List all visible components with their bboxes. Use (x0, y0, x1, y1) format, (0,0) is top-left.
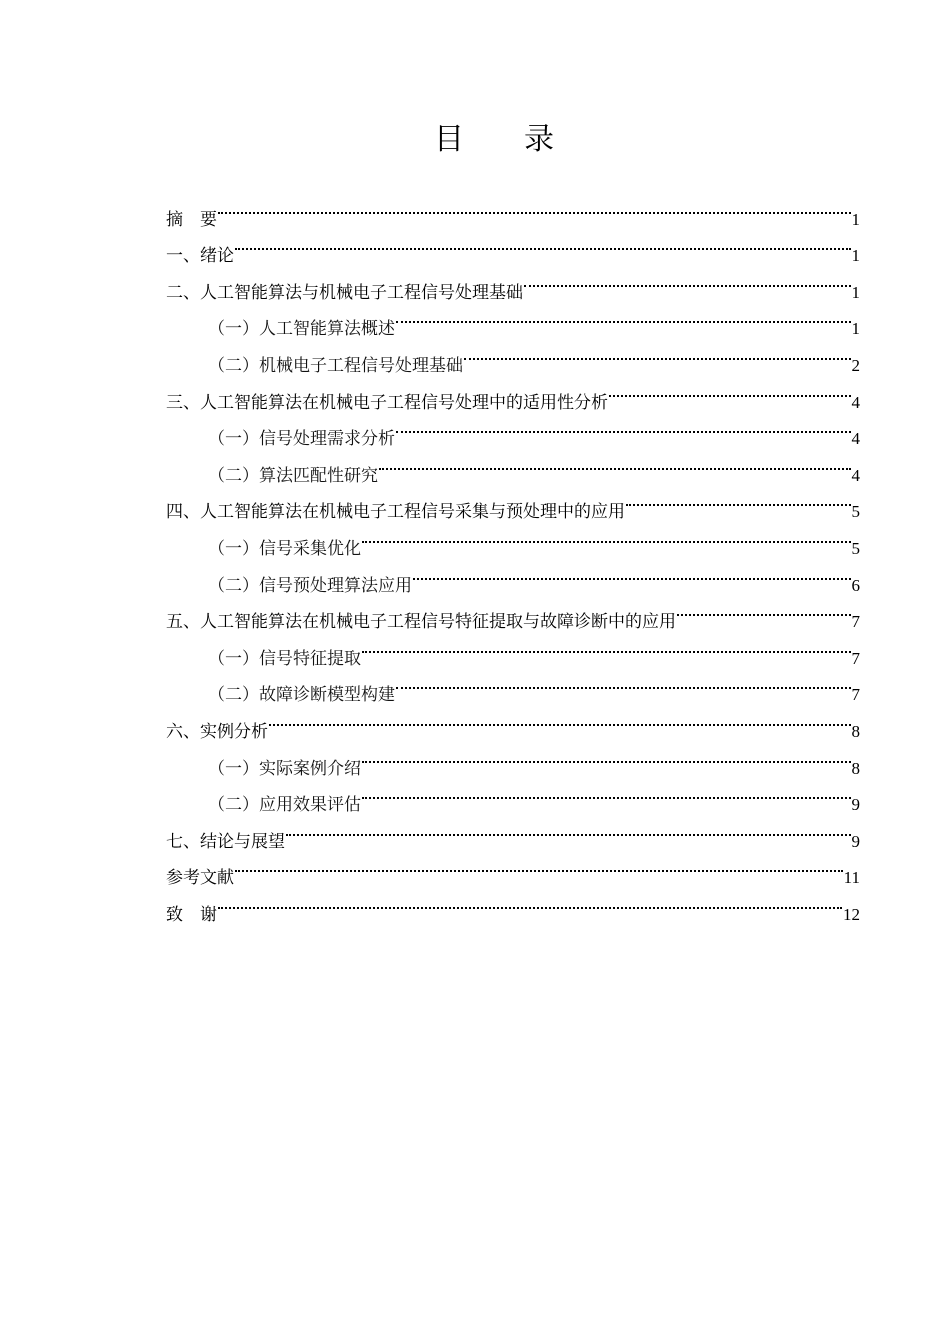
toc-entry-label: 一、绪论 (166, 246, 234, 267)
toc-entry-page-number: 4 (851, 429, 860, 449)
toc-entry-label: 五、人工智能算法在机械电子工程信号特征提取与故障诊断中的应用 (166, 612, 676, 633)
toc-entry-page-number: 1 (851, 282, 860, 302)
toc-entry[interactable] (166, 883, 860, 925)
dot-leader (396, 408, 851, 445)
dot-leader (362, 627, 851, 664)
toc-entry-page-number: 8 (851, 758, 860, 778)
toc-entry-label: 三、人工智能算法在机械电子工程信号处理中的适用性分析 (166, 392, 608, 413)
dot-leader (235, 225, 851, 262)
toc-entry[interactable] (166, 225, 860, 267)
toc-entry-page-number: 4 (851, 392, 860, 412)
toc-entry-label: （二）信号预处理算法应用 (208, 575, 412, 596)
toc-entry-label: （一）信号采集优化 (208, 538, 361, 559)
dot-leader (464, 334, 851, 371)
dot-leader (362, 517, 851, 554)
toc-entry-label: 六、实例分析 (166, 721, 268, 742)
toc-entry-label: （二）应用效果评估 (208, 795, 361, 816)
toc-entry-page-number: 5 (851, 502, 860, 522)
toc-entry-page-number: 7 (851, 648, 860, 668)
dot-leader (362, 737, 851, 774)
toc-entry-label: 二、人工智能算法与机械电子工程信号处理基础 (166, 282, 523, 303)
toc-entry-label: 摘 要 (166, 209, 217, 230)
dot-leader (626, 481, 851, 518)
toc-entry-label: 四、人工智能算法在机械电子工程信号采集与预处理中的应用 (166, 502, 625, 523)
dot-leader (524, 261, 851, 298)
toc-entry-page-number: 2 (851, 355, 860, 375)
toc-entry-label: （一）信号处理需求分析 (208, 429, 395, 450)
dot-leader (677, 591, 851, 628)
toc-entry-label: 致 谢 (166, 904, 217, 925)
dot-leader (269, 700, 851, 737)
dot-leader (218, 188, 851, 225)
toc-entry-page-number: 1 (851, 319, 860, 339)
toc-entry-page-number: 7 (851, 685, 860, 705)
toc-entry[interactable] (166, 188, 860, 230)
toc-entry-page-number: 4 (851, 465, 860, 485)
toc-entry-page-number: 12 (843, 904, 860, 924)
toc-entry-label: （一）信号特征提取 (208, 648, 361, 669)
dot-leader (286, 810, 851, 847)
toc-entry-label: （二）故障诊断模型构建 (208, 685, 395, 706)
toc-entry-label: （一）实际案例介绍 (208, 758, 361, 779)
toc-entry-page-number: 11 (843, 868, 860, 888)
toc-entry-page-number: 1 (851, 246, 860, 266)
dot-leader (413, 554, 851, 591)
toc-entry-label: （二）算法匹配性研究 (208, 465, 378, 486)
toc-entry-page-number: 9 (851, 831, 860, 851)
toc-entry[interactable] (166, 700, 860, 742)
dot-leader (379, 444, 851, 481)
dot-leader (396, 298, 851, 335)
toc-list (166, 188, 860, 925)
dot-leader (362, 774, 851, 811)
toc-entry-page-number: 1 (851, 209, 860, 229)
dot-leader (396, 664, 851, 701)
dot-leader (235, 847, 843, 884)
toc-entry-page-number: 7 (851, 612, 860, 632)
toc-entry-page-number: 8 (851, 721, 860, 741)
dot-leader (218, 883, 842, 920)
dot-leader (609, 371, 851, 408)
toc-entry[interactable] (166, 261, 860, 303)
toc-title: 目 录 (434, 122, 554, 157)
toc-entry-label: 参考文献 (166, 868, 234, 889)
toc-entry-page-number: 6 (851, 575, 860, 595)
toc-entry-label: 七、结论与展望 (166, 831, 285, 852)
toc-entry-page-number: 5 (851, 538, 860, 558)
toc-entry[interactable] (166, 737, 860, 779)
toc-entry-page-number: 9 (851, 795, 860, 815)
toc-entry-label: （二）机械电子工程信号处理基础 (208, 355, 463, 376)
toc-entry-label: （一）人工智能算法概述 (208, 319, 395, 340)
toc-entry[interactable] (166, 847, 860, 889)
